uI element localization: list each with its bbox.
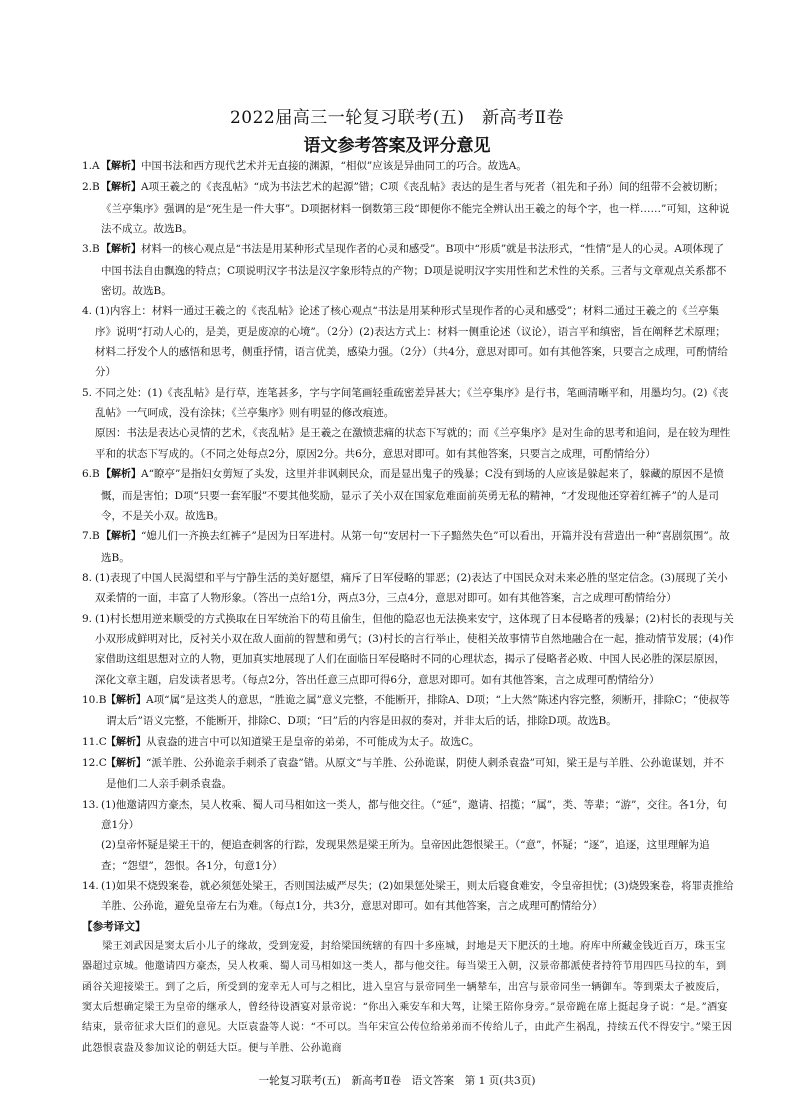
answer-number: 11.C [82, 735, 107, 748]
answer-text [95, 568, 734, 609]
page-subtitle: 语文参考答案及评分意见 [303, 136, 491, 156]
answer-number: 6.B [82, 468, 100, 481]
answer-text [95, 609, 734, 690]
answer-item [82, 876, 734, 917]
answer-number: 7.B [82, 530, 100, 543]
analysis-tag: 【解析】 [101, 182, 141, 194]
answer-item [82, 795, 734, 876]
answer-body [82, 156, 734, 1059]
page-title: 2022届高三一轮复习联考(五) 新高考Ⅱ卷 [229, 108, 565, 128]
answer-text [101, 795, 734, 836]
answer-text [101, 156, 734, 177]
analysis-tag: 【解析】 [106, 694, 146, 706]
answer-item [82, 690, 734, 732]
answer-item [82, 301, 734, 382]
answer-item [82, 177, 734, 239]
analysis-tag: 【解析】 [101, 469, 141, 481]
answer-content: (2)皇帝怀疑是梁王干的，便追查刺客的行踪，发现果然是梁王所为。皇帝因此怨恨梁王。（“意”，怀疑；“逐”，追逐，这里理解为追查；“怨望”，怨恨。各1分，句意1分） [101, 839, 710, 872]
answer-text [101, 835, 734, 876]
answer-item [82, 732, 734, 753]
answer-content: A项“属”是这类人的意思，“胜诡之属”意义完整，不能断开，排除A、D项；“上大然”陈述内容完整，须断开，排除C；“使叔等谓太后”语义完整，不能断开，排除C、D项；“曰”后的内容是田叔的奏对，并非太后的话，排除D项。故选B。 [106, 693, 730, 728]
answer-content: (1)内容上：材料一通过王羲之的《丧乱帖》论述了核心观点“书法是用某种形式呈现作者的心灵和感受”；材料二通过王羲之的《兰亭集序》说明“打动人心的，是美，更是废凉的心境”。（2分）(2)表达方式上：材料一侧重论述（议论），语言平和缜密，旨在阐释艺术原理；材料二抒发个人的感悟和思考，侧重抒情，语言优美，感染力强。（2分）（共4分，意思对即可。如有其他答案，只要言之成理，可酌情给分） [95, 305, 728, 379]
answer-number: 1.A [82, 160, 100, 172]
answer-content: A“瞭亭”是指妇女剪短了头发，这里并非讽刺民众，而是显出鬼子的残暴；C没有到场的人应该是躲起来了，躲藏的原因不是愤慨，而是害怕；D项“只要一套军服”不要其他奖励，显示了关小双在国家危难面前英勇无私的精神，“才发现他还穿着红裤子”的人是司令，不是关小双。故选B。 [101, 468, 724, 522]
answer-text [106, 732, 734, 753]
answer-text [95, 301, 734, 382]
answer-number: 8. [82, 571, 93, 584]
answer-text [101, 239, 734, 301]
answer-content: (1)他邀请四方豪杰，吴人枚乘、蜀人司马相如这一类人，都与他交往。（“延”，邀请、招揽；“属”，类、等辈；“游”，交往。各1分，句意1分） [101, 798, 728, 831]
answer-number: 5. [82, 386, 93, 399]
answer-item [82, 568, 734, 609]
answer-text [95, 423, 734, 464]
answer-content: (1)村长想用逆来顺受的方式换取在日军统治下的苟且偷生，但他的隐忍也无法换来安宁，这体现了日本侵略者的残暴；(2)村长的表现与关小双形成鲜明对比，反衬关小双在敌人面前的智慧和勇气；(3)村长的言行举止，使相关故事情节自然地融合在一起，推动情节发展；(4)作家借助这组思想对立的人物，更加真实地展现了人们在面临日军侵略时不同的心理状态，揭示了侵略者必败、中国人民必胜的深层原因，深化文章主题，启发读者思考。（每点2分，答出任意三点即可得6分，意思对即可。如有其他答案，言之成理可酌情给分） [95, 612, 734, 686]
answer-text [101, 526, 734, 568]
answer-number: 12.C [82, 756, 107, 769]
answer-item [82, 156, 734, 177]
answer-number: 9. [82, 612, 93, 625]
analysis-tag: 【解析】 [101, 531, 141, 543]
answer-number: 13. [82, 798, 99, 811]
answer-content: (1)表现了中国人民渴望和平与宁静生活的美好愿望，痛斥了日军侵略的罪恶；(2)表达了中国民众对未来必胜的坚定信念。(3)展现了关小双柔情的一面，丰富了人物形象。（答出一点给1分，两点3分，三点4分，意思对即可。如有其他答案，言之成理可酌情给分） [95, 571, 728, 605]
answer-item [82, 609, 734, 690]
answer-text [106, 690, 734, 732]
answer-number: 10.B [82, 693, 107, 706]
answer-content: 从袁盎的进言中可以知道梁王是皇帝的弟弟，不可能成为太子。故选C。 [146, 735, 480, 748]
answer-content: 不同之处：(1)《丧乱帖》是行草，连笔甚多，字与字间笔画轻重疏密差异甚大；《兰亭集序》是行书，笔画清晰平和，用墨均匀。(2)《丧乱帖》一气呵成，没有涂抹；《兰亭集序》则有明显的修改痕迹。 [95, 386, 729, 420]
answer-text [106, 753, 734, 795]
answer-content: 材料一的核心观点是“书法是用某种形式呈现作者的心灵和感受”。B项中“形质”就是书法形式，“性情”是人的心灵。A项体现了中国书法自由飘逸的特点；C项说明汉字书法是汉字象形特点的产物；D项是说明汉字实用性和艺术性的关系。三者与文章观点关系都不密切。故选B。 [101, 243, 727, 298]
answer-text [101, 464, 734, 526]
answer-content: 原因：书法是表达心灵情的艺术，《丧乱帖》是王羲之在激愤悲痛的状态下写就的；而《兰亭集序》是对生命的思考和追问，是在较为理性平和的状态下写成的。（不同之处每点2分，原因2分。共6分，意思对即可。如有其他答案，只要言之成理，可酌情给分） [95, 427, 731, 460]
analysis-tag: 【解析】 [101, 244, 141, 256]
answer-content: “派羊胜、公孙诡亲手刺杀了袁盎”错。从原文“与羊胜、公孙诡谋，阴使人刺杀袁盎”可知，梁王是与羊胜、公孙诡谋划，并不是他们二人亲手刺杀袁盎。 [106, 756, 724, 791]
translation-text: 梁王刘武因是窦太后小儿子的缘故，受到宠爱，封给梁国统辖的有四十多座城，封地是天下肥沃的土地。府库中所藏金钱近百万，珠玉宝器超过京城。他邀请四方豪杰，吴人枚乘、蜀人司马相如这一类人，都与他交往。每当梁王入朝，汉景帝都派使者持符节用四匹马拉的车，到函谷关迎接梁王。到了之后，所受到的宠幸无人可与之相比，进入皇宫与景帝同坐一辆辇车，出宫与景帝同坐一辆御车。等到栗太子被废后，窦太后想确定梁王为皇帝的继承人，曾经待设酒宴对景帝说：“你出入乘安车和大驾，让梁王陪你身旁。”景帝跪在席上挺起身子说：“是。”酒宴结束，景帝征求大臣们的意见。大臣袁盎等人说：“不可以。当年宋宣公传位给弟弟而不传给儿子，由此产生祸乱，持续五代不得安宁。”梁王因此怨恨袁盎及参加议论的朝廷大臣。便与羊胜、公孙诡商 [82, 941, 733, 1054]
answer-content: (1)如果不烧毁案卷，就必须惩处梁王，否则国法威严尽失；(2)如果惩处梁王，则太后寝食难安，令皇帝担忧；(3)烧毁案卷，将罪责推给羊胜、公孙诡，避免皇帝左右为难。（每点1分，共3分，意思对即可。如有其他答案，言之成理可酌情给分） [101, 880, 734, 913]
answer-number: 2.B [82, 181, 100, 194]
answer-text [101, 177, 734, 239]
answer-content: “媳儿们一齐换去红裤子”是因为日军进村。从第一句“安居村一下子黯然失色”可以看出，开篇并没有营造出一种“喜剧氛围”。故选B。 [101, 530, 730, 564]
answer-item [82, 753, 734, 795]
answer-number: 4. [82, 305, 93, 318]
translation-heading: 【参考译文】 [82, 920, 146, 933]
page-footer: 一轮复习联考(五) 新高考Ⅱ卷 语文答案 第 1 页(共3页) [258, 1075, 536, 1087]
analysis-tag: 【解析】 [106, 736, 146, 748]
answer-content: A项王羲之的《丧乱帖》“成为书法艺术的起源”错；C项《丧乱帖》表达的是生者与死者（祖先和子孙）间的纽带不会被切断；《兰亭集序》强调的是“死生是一件大事”。D项据材料一倒数第三段“即便你不能完全辨认出王羲之的每个字，也一样……”可知，这种说法不成立。故选B。 [101, 181, 730, 236]
answer-list [82, 156, 734, 917]
answer-item [82, 383, 734, 464]
answer-text [95, 383, 734, 424]
answer-number: 14. [82, 880, 99, 893]
answer-item [82, 464, 734, 526]
answer-number: 3.B [82, 243, 100, 256]
answer-content: 中国书法和西方现代艺术并无直接的渊源，“相似”应该是异曲同工的巧合。故选A。 [141, 160, 527, 172]
answer-item [82, 526, 734, 568]
answer-text [101, 876, 734, 917]
analysis-tag: 【解析】 [106, 757, 146, 769]
analysis-tag: 【解析】 [101, 161, 141, 172]
answer-item [82, 239, 734, 301]
